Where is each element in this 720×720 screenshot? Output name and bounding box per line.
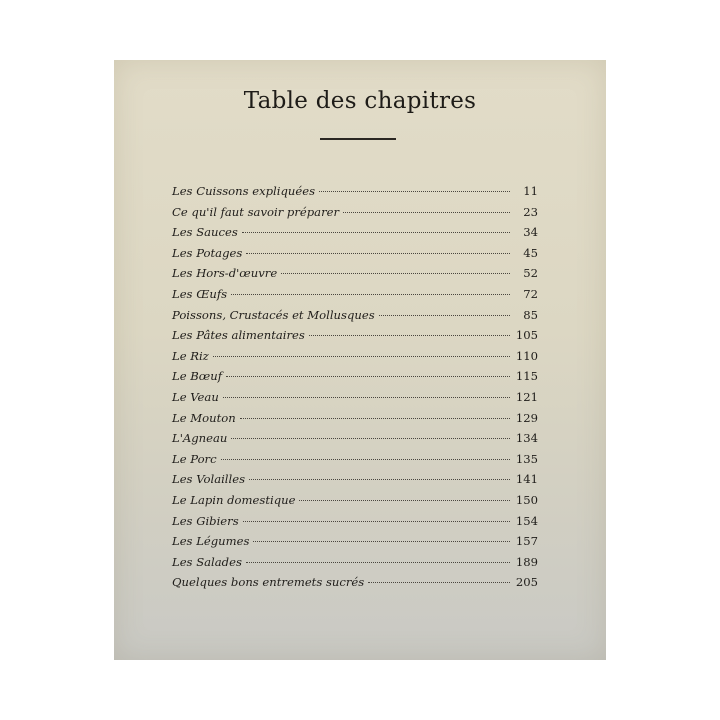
leader-dots xyxy=(240,418,510,419)
leader-dots xyxy=(379,315,510,316)
leader-dots xyxy=(249,479,510,480)
toc-entry-page-number: 11 xyxy=(523,184,538,198)
toc-entry-page-number: 121 xyxy=(515,389,538,404)
toc-entry-title: Le Mouton xyxy=(172,410,236,425)
toc-entry xyxy=(172,431,538,452)
toc-entry-page-number: 141 xyxy=(515,472,538,487)
table-of-contents xyxy=(172,184,538,596)
toc-entry-title: Les Sauces xyxy=(172,225,238,240)
toc-entry-page-number: 110 xyxy=(515,348,538,363)
toc-entry-title: Les Légumes xyxy=(172,534,250,549)
toc-entry-title: Les Potages xyxy=(172,245,243,260)
toc-entry xyxy=(172,349,538,370)
toc-entry-page-number: 205 xyxy=(515,575,538,590)
toc-entry-title: Les Gibiers xyxy=(172,513,239,528)
page-title: Table des chapitres xyxy=(243,88,477,114)
toc-entry xyxy=(172,328,538,349)
toc-entry xyxy=(172,493,538,514)
toc-entry-title: Le Veau xyxy=(172,389,219,404)
toc-entry xyxy=(172,534,538,555)
leader-dots xyxy=(231,294,510,295)
leader-dots xyxy=(299,500,510,501)
toc-entry xyxy=(172,184,538,205)
leader-dots xyxy=(281,273,510,274)
leader-dots xyxy=(309,335,510,336)
toc-entry-page-number: 52 xyxy=(523,266,538,281)
toc-entry xyxy=(172,390,538,411)
toc-entry-title: Les Hors-d'œuvre xyxy=(172,266,278,281)
leader-dots xyxy=(253,541,510,542)
leader-dots xyxy=(343,212,510,213)
toc-entry-title: L'Agneau xyxy=(172,431,228,446)
leader-dots xyxy=(246,562,510,563)
toc-entry-page-number: 72 xyxy=(523,286,538,301)
leader-dots xyxy=(231,438,510,439)
toc-entry-page-number: 129 xyxy=(515,410,538,425)
toc-entry xyxy=(172,575,538,596)
leader-dots xyxy=(319,191,510,192)
toc-entry-title: Les Pâtes alimentaires xyxy=(172,328,305,343)
toc-entry-page-number: 45 xyxy=(523,245,538,260)
toc-entry-title: Le Riz xyxy=(172,348,209,363)
toc-entry xyxy=(172,287,538,308)
toc-entry-page-number: 85 xyxy=(523,307,538,322)
toc-entry-page-number: 115 xyxy=(515,369,538,384)
toc-entry-title: Les Volailles xyxy=(172,472,246,487)
toc-entry-title: Les Salades xyxy=(172,554,242,569)
leader-dots xyxy=(223,397,510,398)
toc-entry-page-number: 150 xyxy=(515,492,538,507)
toc-entry xyxy=(172,225,538,246)
toc-entry-page-number: 157 xyxy=(515,534,538,549)
toc-entry-title: Les Cuissons expliquées xyxy=(172,184,316,198)
toc-entry xyxy=(172,205,538,226)
toc-entry-title: Les Œufs xyxy=(172,286,228,301)
leader-dots xyxy=(243,521,510,522)
leader-dots xyxy=(242,232,510,233)
toc-entry-page-number: 105 xyxy=(515,328,538,343)
toc-entry-page-number: 154 xyxy=(515,513,538,528)
leader-dots xyxy=(246,253,510,254)
leader-dots xyxy=(213,356,510,357)
toc-entry xyxy=(172,411,538,432)
toc-entry xyxy=(172,369,538,390)
toc-entry xyxy=(172,555,538,576)
toc-entry xyxy=(172,472,538,493)
toc-entry-title: Le Lapin domestique xyxy=(172,492,296,507)
toc-entry xyxy=(172,514,538,535)
toc-entry-title: Le Porc xyxy=(172,451,217,466)
toc-entry xyxy=(172,246,538,267)
toc-entry-page-number: 134 xyxy=(515,431,538,446)
book-page xyxy=(114,60,606,660)
toc-entry xyxy=(172,308,538,329)
toc-entry-page-number: 189 xyxy=(515,554,538,569)
toc-entry-title: Ce qu'il faut savoir préparer xyxy=(172,204,340,219)
toc-entry-page-number: 23 xyxy=(523,204,538,219)
toc-entry-title: Quelques bons entremets sucrés xyxy=(172,575,365,590)
title-underline-rule xyxy=(320,138,396,140)
toc-entry-page-number: 135 xyxy=(515,451,538,466)
leader-dots xyxy=(226,376,510,377)
toc-entry xyxy=(172,266,538,287)
toc-entry-page-number: 34 xyxy=(523,225,538,240)
toc-entry-title: Poissons, Crustacés et Mollusques xyxy=(172,307,375,322)
toc-entry xyxy=(172,452,538,473)
leader-dots xyxy=(368,582,510,583)
toc-entry-title: Le Bœuf xyxy=(172,369,222,384)
leader-dots xyxy=(221,459,510,460)
